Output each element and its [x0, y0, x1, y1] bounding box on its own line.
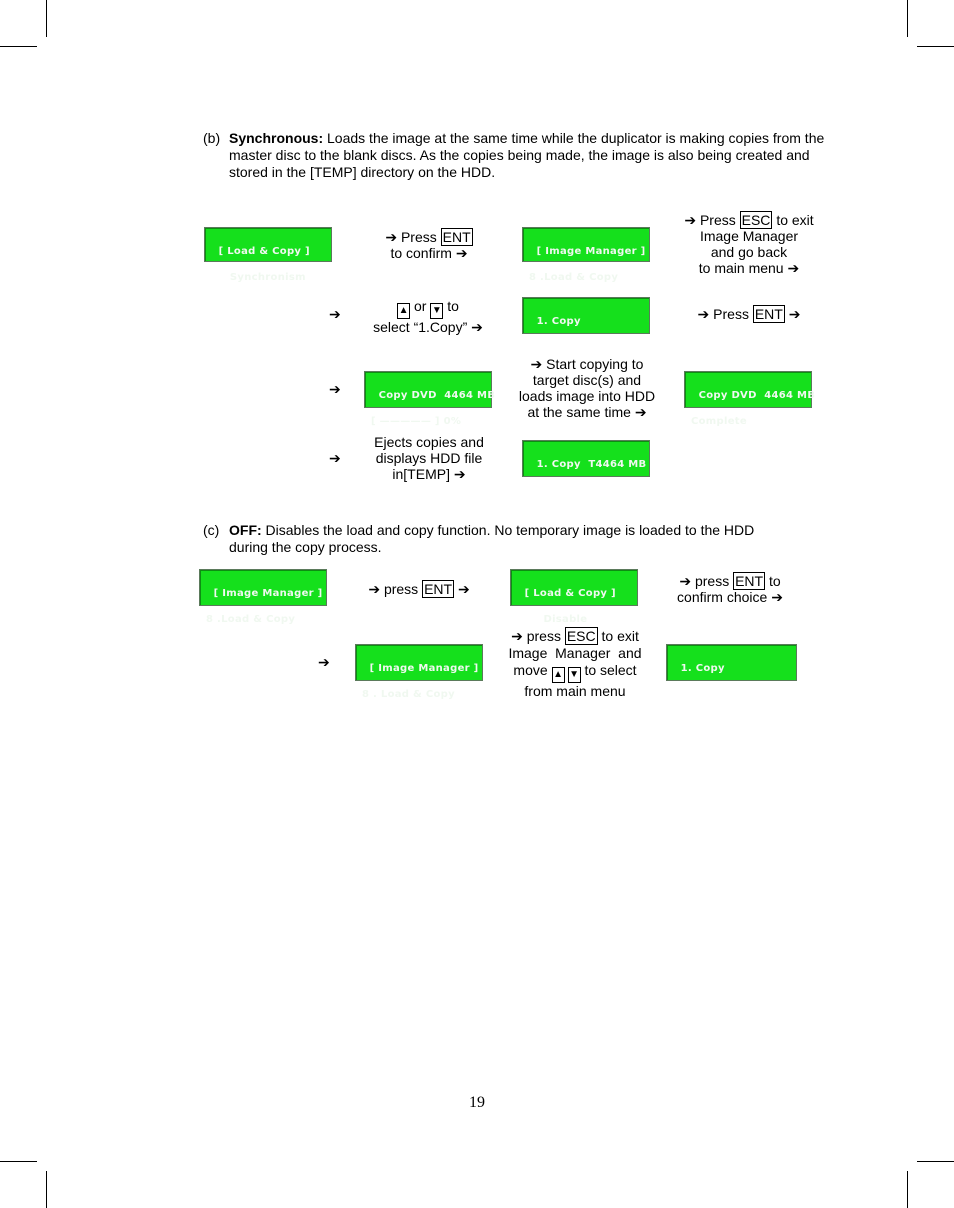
section-b-label: (b): [203, 130, 221, 146]
lcd-line2: Synchronism: [211, 272, 306, 283]
lcd-line2: [ ————— ] 0%: [371, 416, 462, 427]
lcd-load-copy-disable: [510, 569, 638, 625]
arrow-icon: ➔: [455, 245, 468, 261]
lcd-line1: [ Image Manager ]: [536, 246, 646, 257]
instruction-confirm-choice: ➔ press ENT to confirm choice ➔: [677, 573, 783, 605]
section-c-line2: during the copy process.: [229, 539, 382, 555]
lcd-image-manager: [199, 569, 327, 625]
lcd-copy-progress: [364, 371, 496, 427]
lcd-line2: 8 . Load & Copy: [362, 689, 455, 700]
arrow-icon: ➔: [368, 581, 381, 597]
crop-mark: [46, 0, 47, 37]
instruction-press-esc-exit: ➔ press ESC to exit Image Manager and move ▲ ▼ to select from main menu: [508, 628, 642, 699]
ent-key: ENT: [442, 229, 471, 245]
up-arrow-key-icon: ▲: [552, 667, 565, 683]
down-arrow-key-icon: ▼: [430, 303, 443, 319]
down-arrow-key-icon: ▼: [568, 667, 581, 683]
arrow-icon: ➔: [634, 404, 647, 420]
arrow-icon: ➔: [684, 212, 697, 228]
lcd-line2: Complete: [691, 416, 747, 427]
esc-key: ESC: [741, 212, 771, 228]
ent-key: ENT: [754, 306, 783, 322]
arrow-icon: ➔: [385, 229, 398, 245]
lcd-line1: Copy DVD 4464 MB: [378, 390, 496, 401]
lcd-copy: [666, 644, 797, 681]
page-number: 19: [469, 1094, 485, 1111]
arrow-icon: ➔: [771, 589, 783, 605]
section-b-line2: master disc to the blank discs. As the copies being made, the image is also being created and: [229, 147, 810, 163]
instruction-press-ent: ➔ Press ENT ➔: [697, 306, 801, 322]
crop-mark: [907, 1171, 908, 1208]
crop-mark: [0, 1161, 37, 1162]
arrow-icon: ➔: [318, 654, 330, 670]
lcd-line1: [ Load & Copy ]: [218, 246, 310, 257]
lcd-copy: [522, 297, 650, 334]
lcd-load-copy-synchronism: [204, 227, 332, 283]
lcd-line1: [ Load & Copy ]: [524, 588, 616, 599]
arrow-icon: ➔: [453, 466, 466, 482]
crop-mark: [0, 46, 37, 47]
arrow-icon: ➔: [679, 573, 692, 589]
instruction-ejects-copies: Ejects copies and displays HDD file in[TEMP] ➔: [374, 434, 484, 482]
lcd-copy-hdd-file: [522, 440, 650, 477]
arrow-icon: ➔: [530, 356, 543, 372]
lcd-line1: Copy DVD 4464 MB: [698, 390, 816, 401]
instruction-start-copying: ➔ Start copying to target disc(s) and loads image into HDD at the same time ➔: [518, 356, 656, 420]
lcd-line1: 1. Copy: [536, 316, 581, 327]
crop-mark: [917, 46, 954, 47]
instruction-press-ent: ➔ press ENT ➔: [368, 581, 470, 597]
section-b-heading: Synchronous:: [229, 130, 324, 146]
lcd-line2: Disable: [517, 614, 588, 625]
section-c-label: (c): [203, 522, 220, 538]
section-c-line1: Disables the load and copy function. No temporary image is loaded to the HDD: [261, 522, 755, 538]
ent-key: ENT: [424, 581, 453, 597]
lcd-image-manager: [355, 644, 483, 700]
lcd-line2: 8 .Load & Copy: [206, 614, 296, 625]
instruction-select-copy: ▲ or ▼ to select “1.Copy” ➔: [373, 298, 483, 335]
lcd-line1: [ Image Manager ]: [369, 663, 479, 674]
crop-mark: [46, 1171, 47, 1208]
arrow-icon: ➔: [471, 319, 483, 335]
up-arrow-key-icon: ▲: [397, 303, 410, 319]
lcd-copy-complete: [684, 371, 816, 427]
arrow-icon: ➔: [329, 450, 341, 466]
section-b-line3: stored in the [TEMP] directory on the HDD.: [229, 164, 496, 180]
arrow-icon: ➔: [697, 306, 710, 322]
instruction-press-ent-confirm: ➔ Press ENT to confirm ➔: [385, 229, 471, 261]
arrow-icon: ➔: [457, 581, 470, 597]
arrow-icon: ➔: [788, 306, 801, 322]
crop-mark: [917, 1161, 954, 1162]
section-b-line1: Loads the image at the same time while the duplicator is making copies from the: [323, 130, 825, 146]
ent-key: ENT: [735, 573, 764, 589]
arrow-icon: ➔: [329, 306, 341, 322]
esc-key: ESC: [566, 628, 596, 644]
crop-mark: [907, 0, 908, 37]
arrow-icon: ➔: [329, 381, 341, 397]
section-c-heading: OFF:: [229, 522, 262, 538]
lcd-line1: 1. Copy: [680, 663, 725, 674]
lcd-line1: 1. Copy T4464 MB: [536, 459, 647, 470]
arrow-icon: ➔: [787, 260, 800, 276]
instruction-press-esc-exit: ➔ Press ESC to exit Image Manager and go back to main menu ➔: [684, 212, 814, 276]
lcd-image-manager: [522, 227, 650, 283]
section-c-paragraph: [203, 522, 843, 556]
arrow-icon: ➔: [511, 628, 523, 644]
lcd-line2: 8 .Load & Copy: [529, 272, 619, 283]
section-b-paragraph: [203, 130, 843, 181]
lcd-line1: [ Image Manager ]: [213, 588, 323, 599]
